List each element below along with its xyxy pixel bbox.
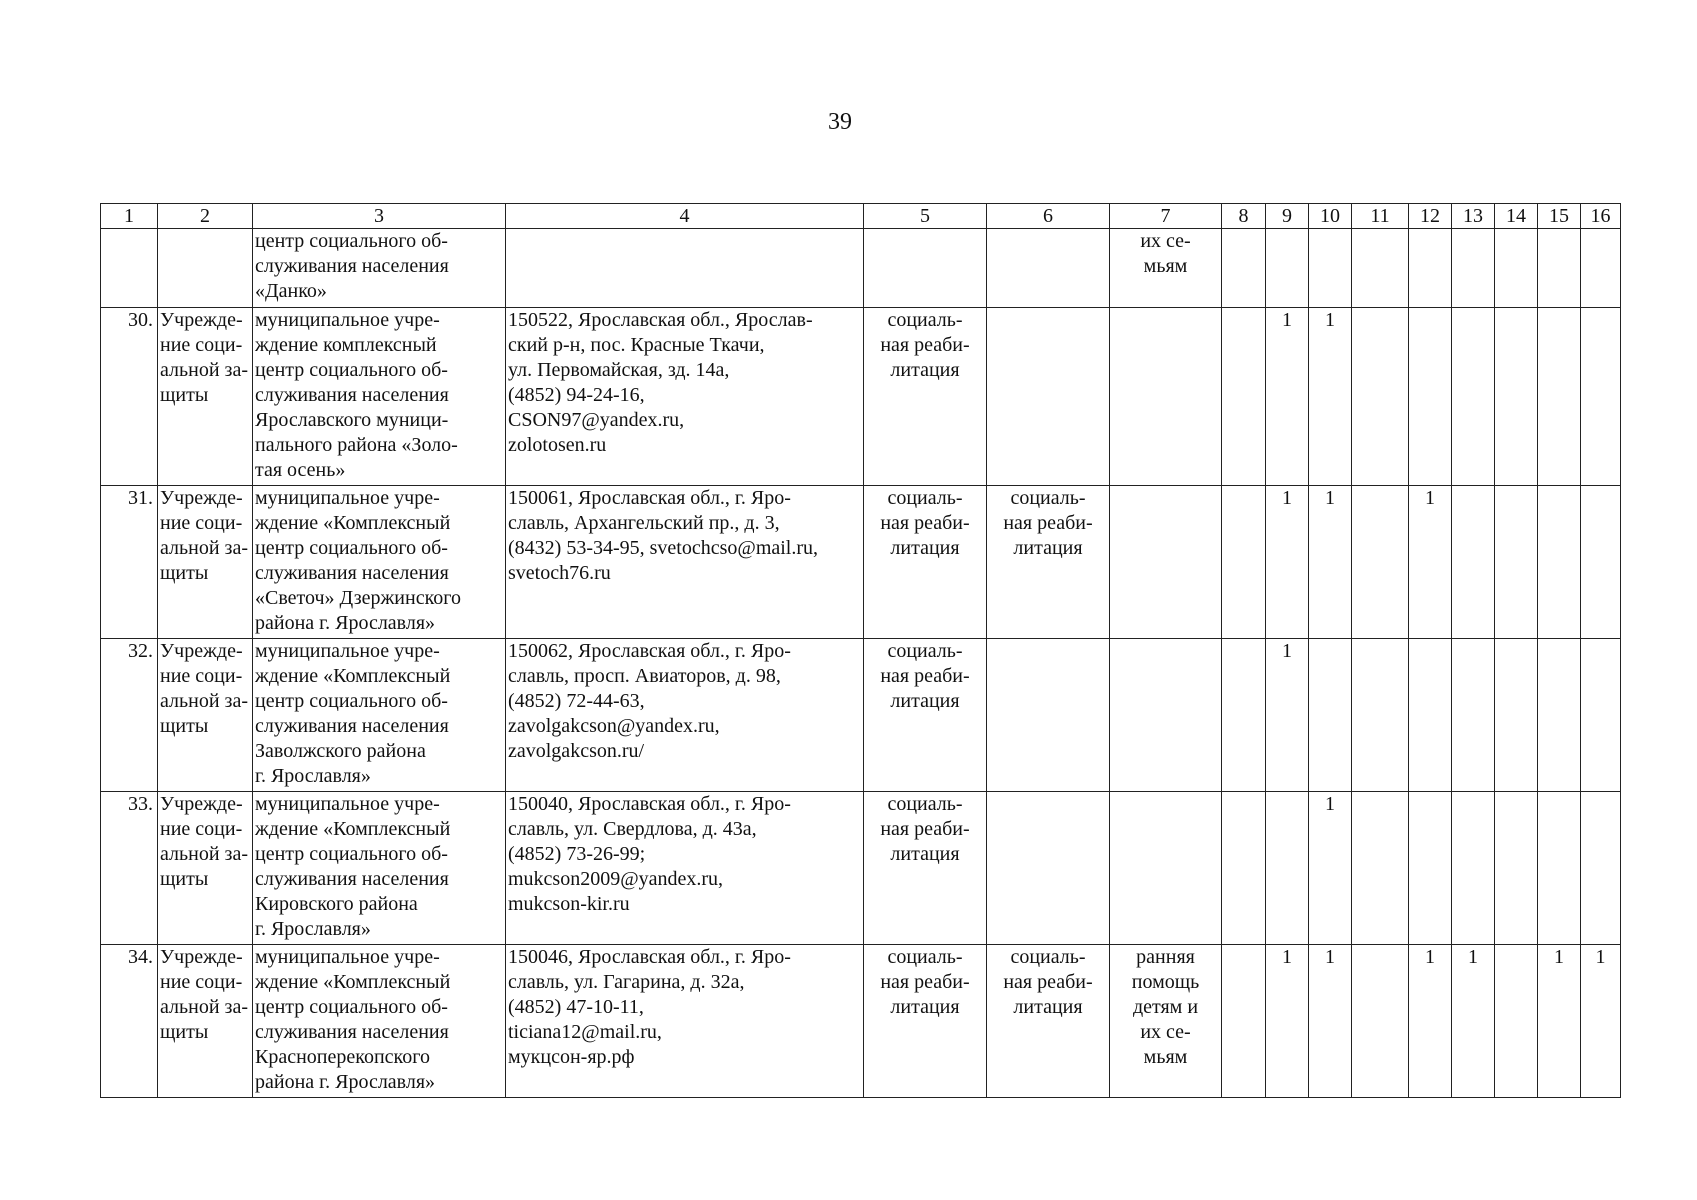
row-number: 30. bbox=[101, 308, 158, 486]
institution-name: муниципальное учре- ждение «Комплексный центр социального об- служивания населения «Светоч» Дзержинского района г. Ярославля» bbox=[253, 486, 506, 639]
flag-col10: 1 bbox=[1309, 792, 1352, 945]
page-number: 39 bbox=[828, 109, 852, 135]
flag-col14 bbox=[1495, 945, 1538, 1098]
flag-col16 bbox=[1581, 792, 1621, 945]
flag-col13 bbox=[1452, 639, 1495, 792]
header-cell: 12 bbox=[1409, 204, 1452, 229]
header-cell: 8 bbox=[1222, 204, 1266, 229]
institution-type: Учрежде- ние соци- альной за- щиты bbox=[158, 945, 253, 1098]
header-cell: 10 bbox=[1309, 204, 1352, 229]
row-number bbox=[101, 229, 158, 308]
institution-address: 150522, Ярославская обл., Ярослав- ский р-н, пос. Красные Ткачи, ул. Первомайская, зд. 14а, (4852) 94-24-16, CSON97@yandex.ru, zolotosen.ru bbox=[506, 308, 864, 486]
col6-cell: социаль- ная реаби- литация bbox=[987, 486, 1110, 639]
header-cell: 4 bbox=[506, 204, 864, 229]
flag-col12 bbox=[1409, 229, 1452, 308]
institution-type: Учрежде- ние соци- альной за- щиты bbox=[158, 639, 253, 792]
col6-cell bbox=[987, 639, 1110, 792]
col7-cell bbox=[1110, 486, 1222, 639]
flag-col8 bbox=[1222, 486, 1266, 639]
table-row bbox=[101, 486, 1621, 639]
table-row bbox=[101, 945, 1621, 1098]
institution-type: Учрежде- ние соци- альной за- щиты bbox=[158, 308, 253, 486]
institution-name: центр социального об- служивания населения «Данко» bbox=[253, 229, 506, 308]
flag-col9: 1 bbox=[1266, 308, 1309, 486]
header-cell: 14 bbox=[1495, 204, 1538, 229]
header-cell: 15 bbox=[1538, 204, 1581, 229]
row-number: 32. bbox=[101, 639, 158, 792]
registry-table bbox=[100, 203, 1621, 1098]
flag-col9 bbox=[1266, 229, 1309, 308]
flag-col14 bbox=[1495, 229, 1538, 308]
flag-col8 bbox=[1222, 229, 1266, 308]
flag-col13 bbox=[1452, 308, 1495, 486]
institution-address bbox=[506, 229, 864, 308]
col7-cell bbox=[1110, 308, 1222, 486]
flag-col9 bbox=[1266, 792, 1309, 945]
institution-type: Учрежде- ние соци- альной за- щиты bbox=[158, 792, 253, 945]
flag-col13 bbox=[1452, 792, 1495, 945]
header-cell: 2 bbox=[158, 204, 253, 229]
flag-col15 bbox=[1538, 639, 1581, 792]
col5-cell: социаль- ная реаби- литация bbox=[864, 945, 987, 1098]
flag-col15 bbox=[1538, 308, 1581, 486]
flag-col11 bbox=[1352, 792, 1409, 945]
col5-cell: социаль- ная реаби- литация bbox=[864, 639, 987, 792]
flag-col16 bbox=[1581, 308, 1621, 486]
flag-col14 bbox=[1495, 639, 1538, 792]
header-cell: 16 bbox=[1581, 204, 1621, 229]
flag-col12: 1 bbox=[1409, 945, 1452, 1098]
flag-col11 bbox=[1352, 229, 1409, 308]
col5-cell bbox=[864, 229, 987, 308]
col5-cell: социаль- ная реаби- литация bbox=[864, 308, 987, 486]
table-row bbox=[101, 639, 1621, 792]
col6-cell bbox=[987, 792, 1110, 945]
col7-cell bbox=[1110, 792, 1222, 945]
col6-cell: социаль- ная реаби- литация bbox=[987, 945, 1110, 1098]
table-row-continuation bbox=[101, 229, 1621, 308]
table-row bbox=[101, 308, 1621, 486]
flag-col10 bbox=[1309, 229, 1352, 308]
table-header-row bbox=[101, 204, 1621, 229]
flag-col9: 1 bbox=[1266, 486, 1309, 639]
header-cell: 7 bbox=[1110, 204, 1222, 229]
flag-col13 bbox=[1452, 486, 1495, 639]
institution-type: Учрежде- ние соци- альной за- щиты bbox=[158, 486, 253, 639]
header-cell: 11 bbox=[1352, 204, 1409, 229]
col5-cell: социаль- ная реаби- литация bbox=[864, 486, 987, 639]
flag-col11 bbox=[1352, 639, 1409, 792]
flag-col15: 1 bbox=[1538, 945, 1581, 1098]
flag-col12 bbox=[1409, 308, 1452, 486]
flag-col14 bbox=[1495, 792, 1538, 945]
institution-name: муниципальное учре- ждение «Комплексный центр социального об- служивания населения Красноперекопского района г. Ярославля» bbox=[253, 945, 506, 1098]
institution-address: 150061, Ярославская обл., г. Яро- славль, Архангельский пр., д. 3, (8432) 53-34-95, svetochcso@mail.ru, svetoch76.ru bbox=[506, 486, 864, 639]
flag-col16 bbox=[1581, 639, 1621, 792]
col5-cell: социаль- ная реаби- литация bbox=[864, 792, 987, 945]
institution-address: 150040, Ярославская обл., г. Яро- славль, ул. Свердлова, д. 43а, (4852) 73-26-99; mukcson2009@yandex.ru, mukcson-kir.ru bbox=[506, 792, 864, 945]
col7-cell: ранняя помощь детям и их се- мьям bbox=[1110, 945, 1222, 1098]
flag-col15 bbox=[1538, 792, 1581, 945]
col6-cell bbox=[987, 229, 1110, 308]
flag-col9: 1 bbox=[1266, 945, 1309, 1098]
institution-name: муниципальное учре- ждение «Комплексный центр социального об- служивания населения Кировского района г. Ярославля» bbox=[253, 792, 506, 945]
header-cell: 5 bbox=[864, 204, 987, 229]
flag-col12 bbox=[1409, 639, 1452, 792]
row-number: 31. bbox=[101, 486, 158, 639]
flag-col11 bbox=[1352, 486, 1409, 639]
col7-cell bbox=[1110, 639, 1222, 792]
header-cell: 3 bbox=[253, 204, 506, 229]
flag-col8 bbox=[1222, 639, 1266, 792]
flag-col15 bbox=[1538, 486, 1581, 639]
row-number: 33. bbox=[101, 792, 158, 945]
flag-col8 bbox=[1222, 945, 1266, 1098]
header-cell: 13 bbox=[1452, 204, 1495, 229]
flag-col8 bbox=[1222, 792, 1266, 945]
flag-col15 bbox=[1538, 229, 1581, 308]
flag-col10 bbox=[1309, 639, 1352, 792]
flag-col14 bbox=[1495, 308, 1538, 486]
header-cell: 1 bbox=[101, 204, 158, 229]
header-cell: 9 bbox=[1266, 204, 1309, 229]
table-row bbox=[101, 792, 1621, 945]
institution-address: 150062, Ярославская обл., г. Яро- славль, просп. Авиаторов, д. 98, (4852) 72-44-63, zavolgakcson@yandex.ru, zavolgakcson.ru/ bbox=[506, 639, 864, 792]
flag-col16 bbox=[1581, 486, 1621, 639]
flag-col13 bbox=[1452, 229, 1495, 308]
institution-type bbox=[158, 229, 253, 308]
flag-col12 bbox=[1409, 792, 1452, 945]
flag-col10: 1 bbox=[1309, 486, 1352, 639]
flag-col14 bbox=[1495, 486, 1538, 639]
flag-col12: 1 bbox=[1409, 486, 1452, 639]
header-cell: 6 bbox=[987, 204, 1110, 229]
institution-name: муниципальное учре- ждение «Комплексный центр социального об- служивания населения Заволжского района г. Ярославля» bbox=[253, 639, 506, 792]
row-number: 34. bbox=[101, 945, 158, 1098]
flag-col16 bbox=[1581, 229, 1621, 308]
flag-col13: 1 bbox=[1452, 945, 1495, 1098]
flag-col10: 1 bbox=[1309, 945, 1352, 1098]
col6-cell bbox=[987, 308, 1110, 486]
flag-col11 bbox=[1352, 308, 1409, 486]
flag-col8 bbox=[1222, 308, 1266, 486]
flag-col9: 1 bbox=[1266, 639, 1309, 792]
col7-cell: их се- мьям bbox=[1110, 229, 1222, 308]
institution-address: 150046, Ярославская обл., г. Яро- славль, ул. Гагарина, д. 32а, (4852) 47-10-11, ticiana12@mail.ru, мукцсон-яр.рф bbox=[506, 945, 864, 1098]
flag-col16: 1 bbox=[1581, 945, 1621, 1098]
flag-col11 bbox=[1352, 945, 1409, 1098]
flag-col10: 1 bbox=[1309, 308, 1352, 486]
institution-name: муниципальное учре- ждение комплексный центр социального об- служивания населения Ярославского муници- пального района «Золо- тая осень» bbox=[253, 308, 506, 486]
